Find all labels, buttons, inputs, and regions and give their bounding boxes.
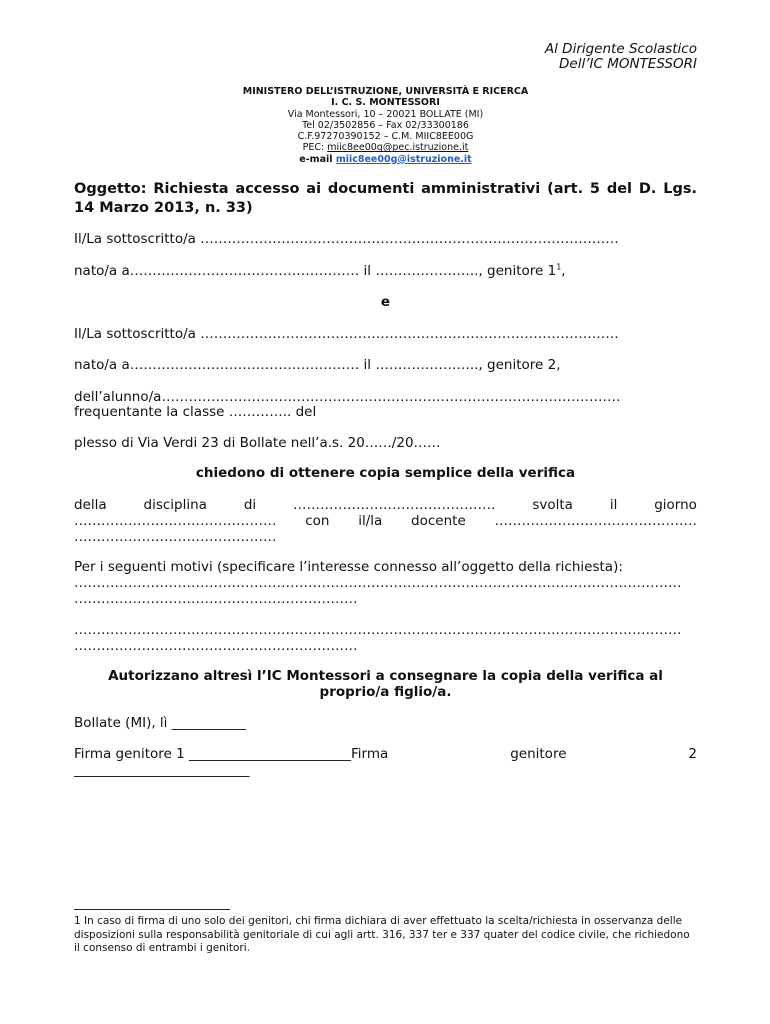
- addressee-block: [545, 42, 697, 72]
- reasons-line-1a: ………………………………………………………………………………………………………………………: [74, 575, 682, 591]
- email-line: [74, 154, 697, 165]
- addressee-line-1: Al Dirigente Scolastico: [544, 41, 697, 57]
- school-phone: Tel 02/3502856 – Fax 02/33300186: [302, 119, 469, 131]
- teacher-blank: ………………………………………: [494, 513, 697, 529]
- pec-link[interactable]: miic8ee00g@pec.istruzione.it: [327, 142, 469, 154]
- document-page: [74, 0, 697, 1024]
- discipline-word: disciplina: [143, 497, 207, 513]
- discipline-word: svolta: [532, 497, 573, 513]
- signer-1-line: Il/La sottoscritto/a …………………………………………………………………………………: [74, 231, 619, 247]
- signature-blank-2: __________________________: [74, 762, 250, 778]
- discipline-blank: ………………………………………: [293, 497, 496, 513]
- class-line: frequentante la classe ………….. del: [74, 404, 317, 420]
- letterhead: [74, 86, 697, 165]
- birth-1-text: nato/a a…………………………………………… il ………………….., genitore 1: [74, 263, 557, 279]
- discipline-word: il: [609, 497, 618, 513]
- reasons-line-1b: ………………………………………………………: [74, 591, 358, 607]
- reasons-line-2b: ………………………………………………………: [74, 638, 358, 654]
- school-codes: C.F.97270390152 – C.M. MIIC8EE00G: [297, 131, 474, 143]
- pec-line: [74, 142, 697, 153]
- teacher-word: con: [305, 513, 330, 529]
- signature-word: 2: [688, 746, 697, 762]
- school-address: Via Montessori, 10 – 20021 BOLLATE (MI): [287, 108, 484, 120]
- teacher-word: docente: [411, 513, 466, 529]
- place-date-line: Bollate (MI), lì ___________: [74, 715, 246, 731]
- footnote: [74, 915, 697, 956]
- footnote-number: 1: [74, 915, 81, 927]
- ministry-name: MINISTERO DELL’ISTRUZIONE, UNIVERSITÀ E RICERCA: [242, 86, 529, 97]
- teacher-word: il/la: [358, 513, 383, 529]
- footnote-ref[interactable]: 1: [556, 262, 562, 272]
- footnote-separator: [74, 909, 230, 910]
- authorization-heading: Autorizzano altresì l’IC Montessori a consegnare la copia della verifica al proprio/a figlio/a.: [108, 668, 663, 700]
- discipline-word: della: [74, 497, 107, 513]
- plesso-line: plesso di Via Verdi 23 di Bollate nell’a.s. 20……/20……: [74, 435, 441, 451]
- subject-heading: Oggetto: Richiesta accesso ai documenti amministrativi (art. 5 del D. Lgs. 14 Marzo 2013, n. 33): [74, 181, 697, 216]
- school-name: I. C. S. MONTESSORI: [331, 97, 440, 109]
- discipline-word: di: [243, 497, 257, 513]
- signature-word: genitore: [510, 746, 567, 762]
- signature-line: [74, 746, 697, 762]
- pupil-line: dell’alunno/a…………………………………………………………………………………………: [74, 389, 621, 405]
- teacher-blank: ………………………………………: [74, 513, 277, 529]
- birth-1-suffix: ,: [561, 263, 566, 279]
- email-label: e-mail: [299, 153, 336, 165]
- signer-2-line: Il/La sottoscritto/a …………………………………………………………………………………: [74, 326, 619, 342]
- dots-line: ………………………………………: [74, 529, 277, 545]
- discipline-line: [74, 497, 697, 513]
- teacher-line: [74, 513, 697, 529]
- email-link[interactable]: miic8ee00g@istruzione.it: [335, 153, 472, 165]
- reasons-line-2a: ………………………………………………………………………………………………………………………: [74, 622, 682, 638]
- pec-label: PEC:: [302, 142, 328, 154]
- reasons-label: Per i seguenti motivi (specificare l’interesse connesso all’oggetto della richiesta):: [74, 559, 623, 575]
- footnote-text: In caso di firma di uno solo dei genitori, chi firma dichiara di aver effettuato la scelta/richiesta in osservanza delle disposizioni sulla responsabilità genitoriale di cui agli artt. 316, 337 ter e 337 quater del codice civile, che richiedono il consenso di entrambi i genitori.: [74, 915, 690, 954]
- discipline-word: giorno: [654, 497, 697, 513]
- addressee-line-2: Dell’IC MONTESSORI: [559, 56, 697, 72]
- birth-1-line: [74, 263, 697, 279]
- signature-word: Firma genitore 1 ________________________Firma: [74, 746, 389, 762]
- birth-2-line: nato/a a…………………………………………… il ………………….., genitore 2,: [74, 357, 561, 373]
- request-heading: chiedono di ottenere copia semplice della verifica: [195, 465, 576, 481]
- conjunction: e: [380, 294, 391, 310]
